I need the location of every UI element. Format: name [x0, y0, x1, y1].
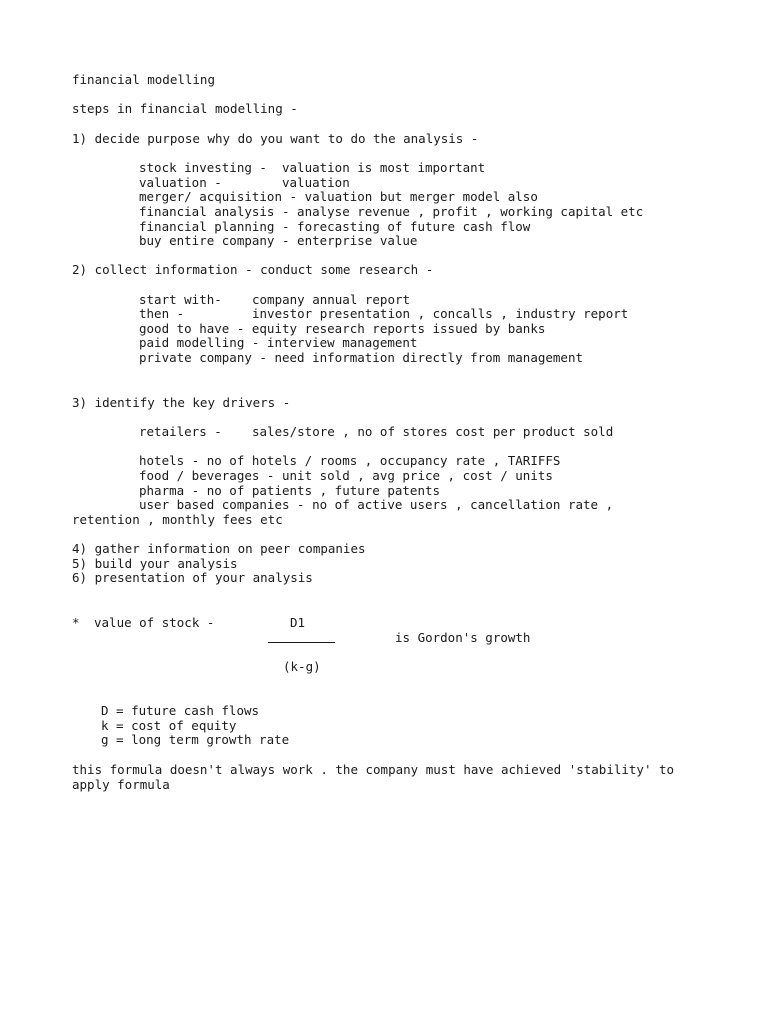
step-1-item-label: stock investing -: [139, 160, 267, 175]
formula-numerator: D1: [290, 615, 306, 630]
step-2-item: paid modelling - interview management: [139, 335, 418, 350]
step-3-retailers-value: sales/store , no of stores cost per product sold: [252, 424, 614, 439]
step-3-item: food / beverages - unit sold , avg price , cost / units: [139, 468, 553, 483]
step-1-item-value: valuation is most important: [282, 160, 486, 175]
step-5: 5) build your analysis: [72, 556, 238, 571]
step-1-item: merger/ acquisition - valuation but merger model also: [139, 189, 538, 204]
definition-item: k = cost of equity: [101, 718, 237, 733]
closing-note: apply formula: [72, 777, 170, 792]
step-4: 4) gather information on peer companies: [72, 541, 366, 556]
step-1-item: financial analysis - analyse revenue , profit , working capital etc: [139, 204, 644, 219]
step-3-item: pharma - no of patients , future patents: [139, 483, 441, 498]
step-2-item-label: start with-: [139, 292, 222, 307]
formula-bullet: *: [72, 615, 80, 630]
step-3-retailers-label: retailers -: [139, 424, 222, 439]
formula-note: is Gordon's growth: [395, 630, 531, 645]
step-2-item: good to have - equity research reports issued by banks: [139, 321, 546, 336]
step-2-item-value: company annual report: [252, 292, 411, 307]
step-2-item: private company - need information directly from management: [139, 350, 584, 365]
closing-note: this formula doesn't always work . the company must have achieved 'stability' to: [72, 762, 675, 777]
step-3-item-continuation: retention , monthly fees etc: [72, 512, 283, 527]
step-1-heading: 1) decide purpose why do you want to do the analysis -: [72, 131, 479, 146]
definition-item: D = future cash flows: [101, 703, 260, 718]
step-3-heading: 3) identify the key drivers -: [72, 395, 291, 410]
definition-item: g = long term growth rate: [101, 732, 290, 747]
step-1-item-label: valuation -: [139, 175, 222, 190]
formula-label: value of stock -: [94, 615, 215, 630]
step-3-item: user based companies - no of active users , cancellation rate ,: [139, 497, 614, 512]
step-2-item-value: investor presentation , concalls , industry report: [252, 306, 629, 321]
step-2-heading: 2) collect information - conduct some research -: [72, 262, 434, 277]
steps-heading: steps in financial modelling -: [72, 101, 298, 116]
fraction-bar: [268, 642, 335, 643]
step-1-item: buy entire company - enterprise value: [139, 233, 418, 248]
document-title: financial modelling: [72, 72, 215, 87]
step-1-item: financial planning - forecasting of future cash flow: [139, 219, 531, 234]
step-6: 6) presentation of your analysis: [72, 570, 313, 585]
formula-denominator: (k-g): [283, 659, 321, 674]
step-3-item: hotels - no of hotels / rooms , occupancy rate , TARIFFS: [139, 453, 561, 468]
step-2-item-label: then -: [139, 306, 185, 321]
step-1-item-value: valuation: [282, 175, 350, 190]
